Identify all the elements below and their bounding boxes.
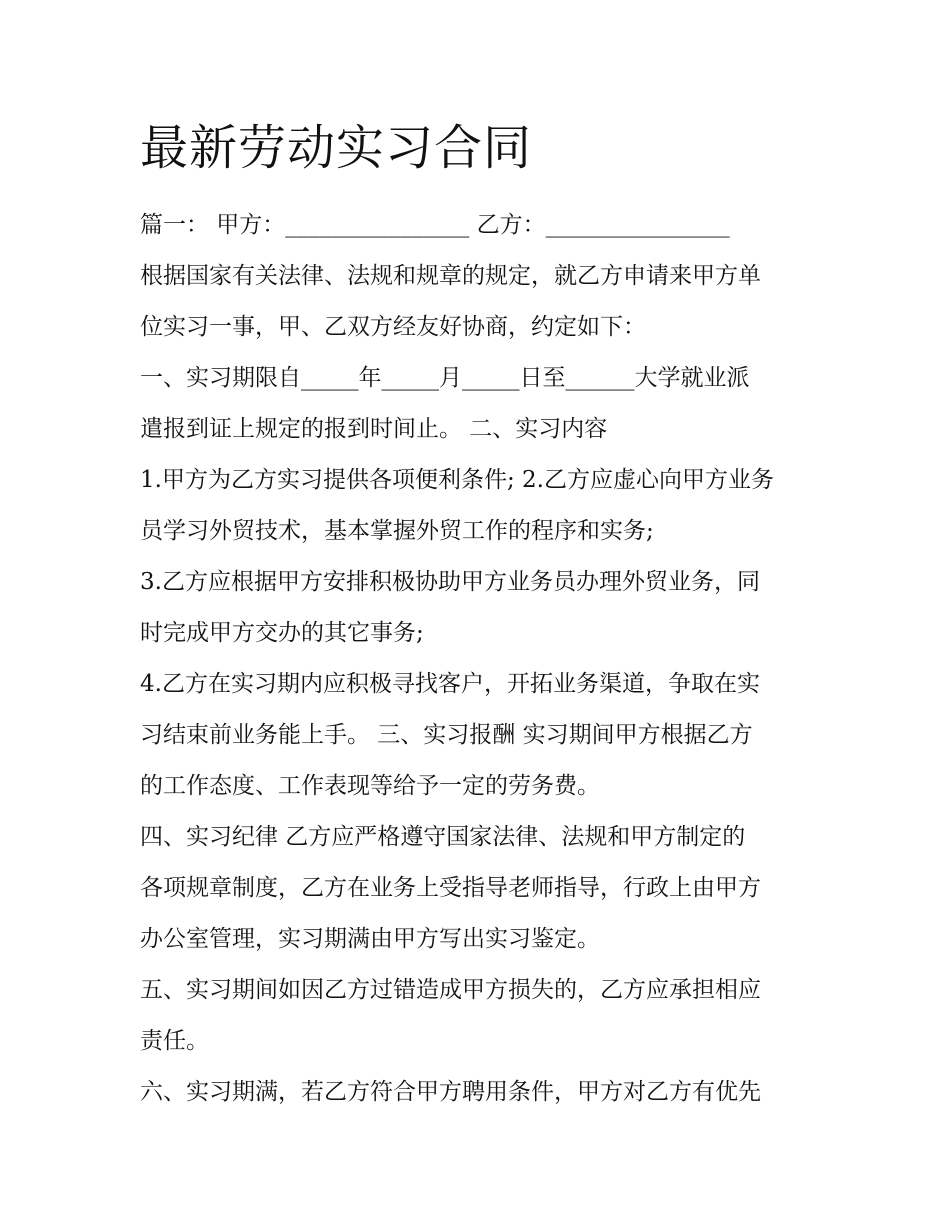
text-line: 根据国家有关法律、法规和规章的规定，就乙方申请来甲方单 [140,263,761,289]
text-line: 4.乙方在实习期内应积极寻找客户，开拓业务渠道，争取在实 [140,671,760,697]
text-line: 办公室管理，实习期满由甲方写出实习鉴定。 [140,926,600,952]
text-line: 五、实习期间如因乙方过错造成甲方损失的，乙方应承担相应 [140,977,761,1003]
text-line: 四、实习纪律 乙方应严格遵守国家法律、法规和甲方制定的 [140,824,746,850]
text-line: 篇一： 甲方：________________ 乙方：________________ [140,212,730,238]
text-line: 员学习外贸技术，基本掌握外贸工作的程序和实务; [140,518,654,544]
text-line: 位实习一事，甲、乙双方经友好协商，约定如下： [140,314,646,340]
text-line: 1.甲方为乙方实习提供各项便利条件; 2.乙方应虚心向甲方业务 [140,467,774,493]
document-title: 最新劳动实习合同 [140,120,533,176]
text-line: 各项规章制度，乙方在业务上受指导老师指导，行政上由甲方 [140,875,761,901]
text-line: 六、实习期满，若乙方符合甲方聘用条件，甲方对乙方有优先 [140,1079,761,1105]
text-line: 习结束前业务能上手。 三、实习报酬 实习期间甲方根据乙方 [140,722,753,748]
text-line: 3.乙方应根据甲方安排积极协助甲方业务员办理外贸业务，同 [140,569,760,595]
text-line: 一、实习期限自_____年_____月_____日至______大学就业派 [140,365,750,391]
text-line: 时完成甲方交办的其它事务; [140,620,424,646]
text-line: 的工作态度、工作表现等给予一定的劳务费。 [140,773,600,799]
text-line: 责任。 [140,1028,209,1054]
document-body [140,200,830,1118]
text-line: 遣报到证上规定的报到时间止。 二、实习内容 [140,416,608,442]
